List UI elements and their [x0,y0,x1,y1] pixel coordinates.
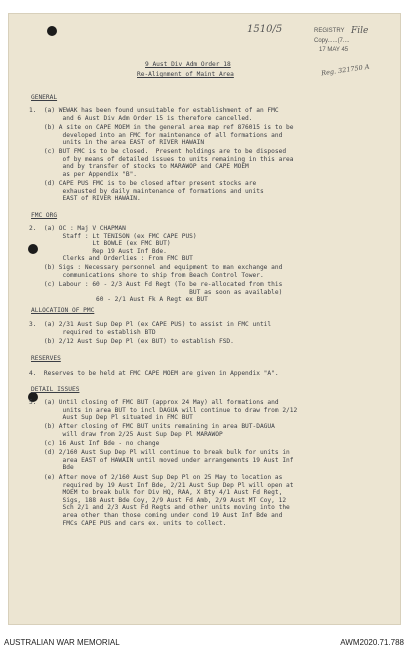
section-heading-reserves: RESERVES [31,355,61,362]
paragraph: (d) CAPE PUS FMC is to be closed after present stocks are exhausted by daily maintenance of formations and units EAST of RIVER HAWAIN. [43,180,264,203]
order-title: 9 Aust Div Adm Order 18 [145,61,231,68]
order-subtitle: Re-Alignment of Maint Area [137,71,234,78]
section-heading-allocation: ALLOCATION OF PMC [31,307,95,314]
section-heading-general: GENERAL [31,94,58,101]
punch-hole [47,26,57,36]
paragraph: (b) A site on CAPE MOEM in the general area map ref 876015 is to be developed into an FMC for maintenance of all formations and units in the area EAST of RIVER HAWAIN [43,124,294,147]
registry-stamp: REGISTRY [314,28,345,34]
paragraph: (e) After move of 2/160 Aust Sup Dep Pl on 25 May to location as required by 19 Aust Inf Bde, 2/21 Aust Sup Dep Pl will open at MOEM to break bulk for Div HQ, RAA, X Bty 4/1 Aust Fd Regt, Sigs, 188 Aust Bde Coy, 2/9 Aust Fd Amb, 2/9 Aust MT Coy, 12 Sch 2/1 and 2/3 Aust Fd Regts and other units moving into the area other than those coming under cond 19 Aust Inf Bde and FMCs CAPE PUS and cars ex. units to collect. [43,474,294,527]
document-page [9,14,400,624]
handwritten-reference: Reg. 321750 A [320,62,370,78]
paragraph: 1. (a) WEWAK has been found unsuitable for establishment of an FMC and 6 Aust Div Adm Order 15 is therefore cancelled. [29,107,279,122]
paragraph: (b) After closing of FMC BUT units remaining in area BUT-DAGUA will draw from 2/25 Aust Sup Dep Pl MARAWOP [43,423,275,438]
footer-accession-number: AWM2020.71.788 [340,638,404,647]
paragraph: (b) Sigs : Necessary personnel and equipment to man exchange and communications shore to ship from Beach Control Tower. [43,264,283,279]
paragraph: 2. (a) OC : Maj V CHAPMAN Staff : Lt TENISON (ex FMC CAPE PUS) Lt BOWLE (ex FMC BUT) Rep 19 Aust Inf Bde. Clerks and Orderlies : From FMC BUT [29,225,197,263]
paragraph: 4. Reserves to be held at FMC CAPE MOEM are given in Appendix "A". [29,370,279,377]
footer-source: AUSTRALIAN WAR MEMORIAL [4,638,120,647]
date-stamp: 17 MAY 45 [319,47,349,53]
section-heading-fmc-org: FMC ORG [31,212,58,219]
paragraph: 3. (a) 2/31 Aust Sup Dep Pl (ex CAPE PUS) to assist in FMC until required to establish BTD [29,321,272,336]
footer-bar [0,636,408,653]
section-heading-detail-issues: DETAIL ISSUES [31,386,80,393]
handwritten-file-word: File [351,26,369,36]
paragraph: (c) 16 Aust Inf Bde - no change [29,440,160,447]
paragraph: 5. (a) Until closing of FMC BUT (approx 24 May) all formations and units in area BUT to incl DAGUA will continue to draw from 2/12 Aust Sup Dep Pl situated in FMC BUT [29,399,298,422]
paragraph: (d) 2/160 Aust Sup Dep Pl will continue to break bulk for units in area EAST of HAWAIN until moved under arrangements 19 Aust Inf Bde [43,449,294,472]
copy-stamp: Copy......(7.... [314,38,350,44]
paragraph: (c) BUT FMC is to be closed. Present holdings are to be disposed of by means of detailed issues to units remaining in this area and by transfer of stocks to MARAWOP and CAPE MOEM as per Appendix "B". [43,148,294,178]
paragraph: (c) Labour : 60 - 2/3 Aust Fd Regt (To be re-allocated from this BUT as soon as available) 60 - 2/1 Aust Fk A Regt ex BUT [43,281,283,304]
paragraph: (b) 2/12 Aust Sup Dep Pl (ex BUT) to establish FSD. [29,338,234,345]
handwritten-file-number: 1510/5 [247,24,283,35]
